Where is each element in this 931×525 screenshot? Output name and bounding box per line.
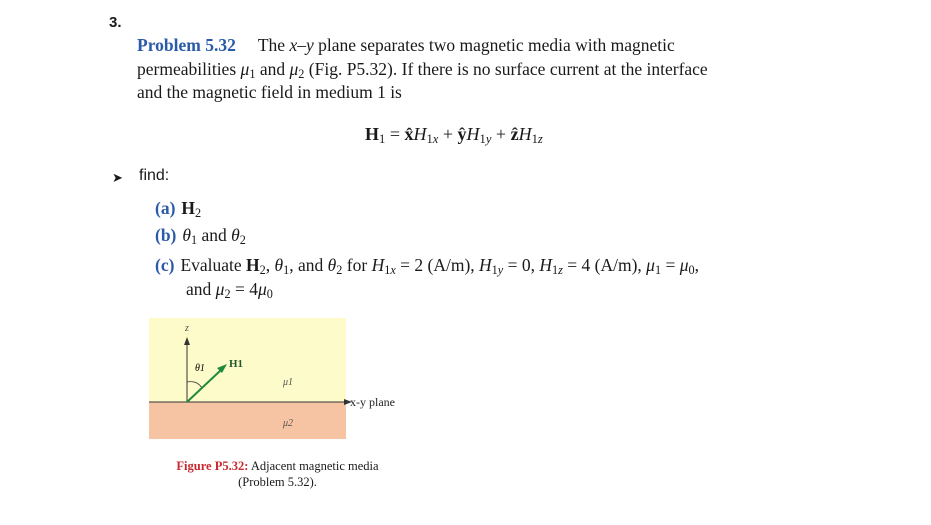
mu1-label: μ1 — [283, 377, 294, 388]
mu2-label: μ2 — [283, 418, 294, 429]
find-label: find: — [139, 167, 170, 184]
item-b-label: (b) — [155, 225, 177, 245]
caption-text: Adjacent magnetic media — [250, 459, 379, 473]
statement-line-1: Problem 5.32 The x–y plane separates two magnetic media with magnetic — [137, 35, 675, 55]
theta-label: θ1 — [195, 363, 205, 374]
statement-line-2: permeabilities $\mu_1$ and $\mu_2$ (Fig. P5.32). If there is no surface current at the interface — [137, 58, 708, 81]
field-equation: $H_1$ = $x̂H_{1x}$ + $ŷH_{1y}$ + ẑH$_{1z}$ — [365, 124, 543, 147]
z-axis-label: z — [185, 323, 189, 334]
caption-label: Figure P5.32: — [176, 459, 249, 473]
medium-2-region — [149, 402, 346, 439]
problem-number: 3. — [109, 14, 122, 31]
item-a-label: (a) — [155, 198, 176, 218]
caption-line-1 — [165, 458, 390, 474]
plane-label: x-y plane — [350, 395, 395, 409]
figure-p5-32 — [149, 318, 404, 443]
problem-statement — [137, 34, 787, 105]
figure-caption — [165, 458, 390, 490]
item-c-label: (c) — [155, 255, 175, 275]
caption-line-2: (Problem 5.32). — [238, 475, 317, 489]
item-a: (a) $H_2$ — [155, 198, 202, 221]
item-c-continuation: and $\mu_2 = 4\mu_0$ — [186, 279, 273, 302]
item-c: (c) Evaluate $H_2$, $\theta_1$, and $\theta_2$ for $H_{1x} = 2$ (A/m), $H_{1y} = 0$, $H_{1z} = 4$ (A/m), $\mu_1 = \mu_0$, — [155, 255, 700, 278]
medium-1-region — [149, 318, 346, 402]
problem-title: Problem 5.32 — [137, 35, 236, 55]
item-b: (b) $\theta_1$ and $\theta_2$ — [155, 225, 246, 248]
pointer-icon: ➤ — [112, 171, 123, 186]
h1-label: H1 — [229, 358, 244, 370]
statement-line-3: and the magnetic field in medium 1 is — [137, 82, 402, 102]
